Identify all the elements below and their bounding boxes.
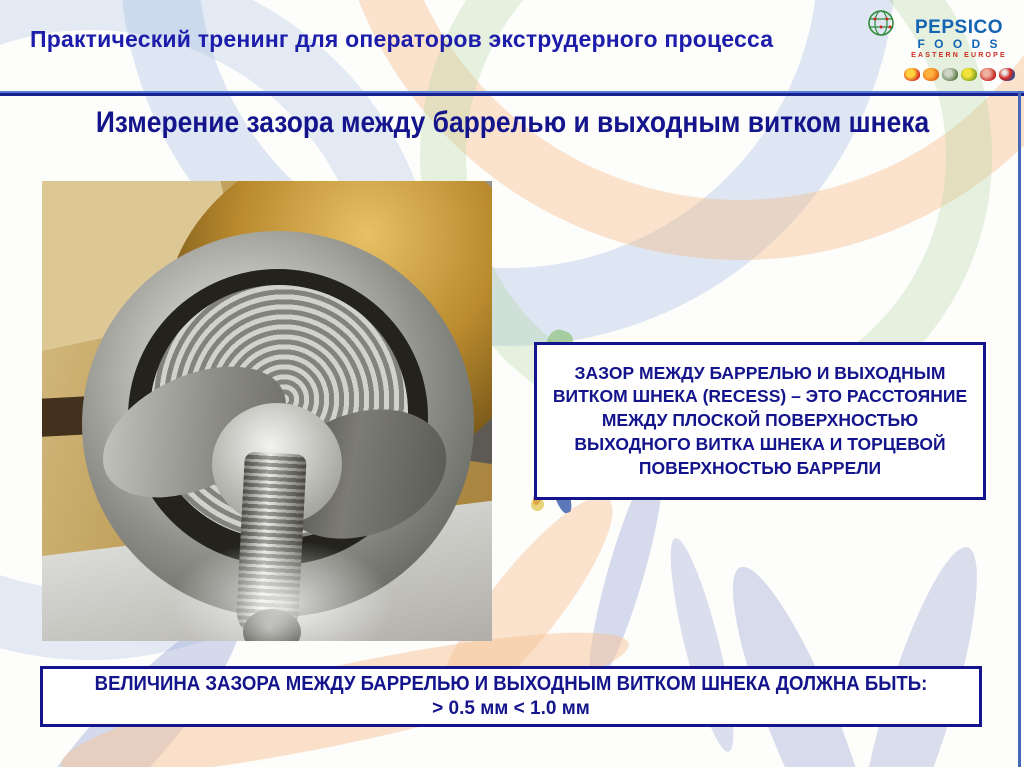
slide-title <box>0 106 1024 140</box>
globe-icon <box>866 8 896 38</box>
logo-division: F O O D S <box>917 37 1001 51</box>
requirement-text: ВЕЛИЧИНА ЗАЗОРА МЕЖДУ БАРРЕЛЬЮ И ВЫХОДНЫМ ВИТКОМ ШНЕКА ДОЛЖНА БЫТЬ: <box>94 673 928 695</box>
definition-text: ЗАЗОР МЕЖДУ БАРРЕЛЬЮ И ВЫХОДНЫМ ВИТКОМ ШНЕКА (RECESS) – ЭТО РАССТОЯНИЕ МЕЖДУ ПЛОСКОЙ ПОВЕРХНОСТЬЮ ВЫХОДНОГО ВИТКА ШНЕКА И ТОРЦЕВОЙ ПОВЕРХНОСТЬЮ БАРРЕЛИ <box>552 362 968 478</box>
requirement-box <box>40 666 982 727</box>
brand-badge <box>961 68 977 81</box>
logo-text <box>900 18 1018 60</box>
swirl-petal-lavender <box>709 555 899 767</box>
logo-brand-name: PEPSICO <box>915 17 1003 38</box>
extruder-barrel-photo <box>42 181 492 641</box>
requirement-value: > 0.5 мм < 1.0 мм <box>432 698 590 719</box>
slide-title-text: Измерение зазора между баррелью и выходным витком шнека <box>95 106 929 139</box>
right-edge-rule-line <box>1018 91 1021 767</box>
definition-box <box>534 342 986 500</box>
header-title: Практический тренинг для операторов экструдерного процесса <box>30 26 774 52</box>
brand-badge-strip <box>900 68 1018 81</box>
header-rule-line <box>0 91 1024 96</box>
brand-badge <box>980 68 996 81</box>
logo-region: EASTERN EUROPE <box>911 52 1007 60</box>
brand-badge <box>923 68 939 81</box>
brand-badge <box>904 68 920 81</box>
swirl-petal-lavender <box>837 538 1000 767</box>
brand-badge <box>942 68 958 81</box>
brand-badge <box>999 68 1015 81</box>
